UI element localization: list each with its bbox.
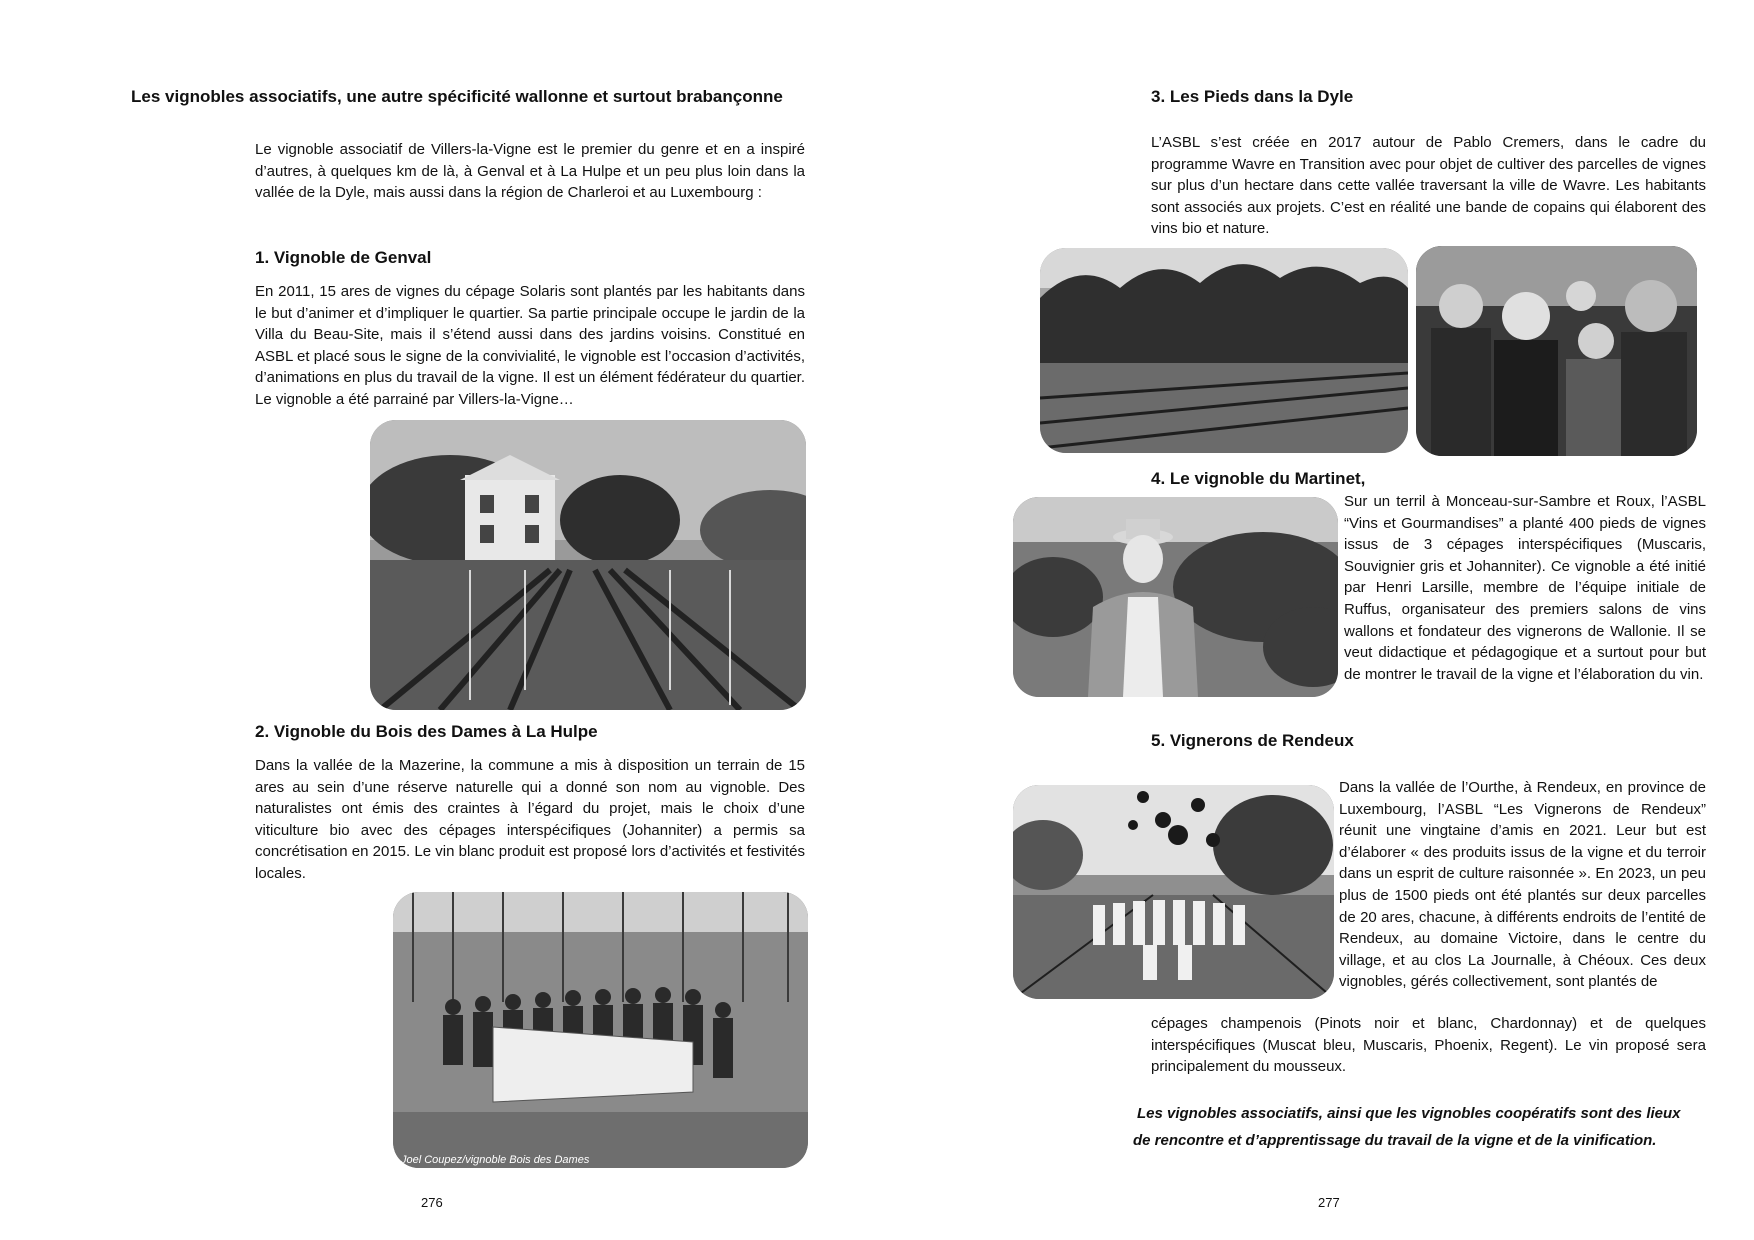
photo-vignerons-rendeux [1013, 785, 1334, 999]
section-heading-rendeux: 5. Vignerons de Rendeux [1151, 731, 1354, 750]
photo-credit: Joel Coupez/vignoble Bois des Dames [401, 1154, 590, 1166]
photo-henri-larsille [1013, 497, 1338, 697]
photo-bois-des-dames-group [393, 892, 808, 1168]
intro-paragraph: Le vignoble associatif de Villers-la-Vigne est le premier du genre et en a inspiré d’autres, à quelques km de là, à Genval et à La Hulpe et un peu plus loin dans la vallée de la Dyle, mais aussi dans la région de Charleroi et au Luxembourg : [255, 141, 805, 202]
section-heading-bois-des-dames: 2. Vignoble du Bois des Dames à La Hulpe [255, 722, 598, 741]
section-heading-martinet: 4. Le vignoble du Martinet, [1151, 469, 1366, 488]
conclusion-line-2: de rencontre et d’apprentissage du travail de la vigne et de la vinification. [1133, 1132, 1657, 1149]
section-heading-pieds-dans-la-dyle: 3. Les Pieds dans la Dyle [1151, 87, 1354, 106]
section-body-bois-des-dames: Dans la vallée de la Mazerine, la commune a mis à disposition un terrain de 15 ares au sein d’une réserve naturelle qui a donné son nom au vignoble. Des naturalistes ont émis des craintes à l’égard du projet, mais le choix d’une viticulture bio avec des cépages interspécifiques (Johanniter) a permis sa concrétisation en 2015. Le vin blanc produit est proposé lors d’activités et festivités locales. [255, 757, 805, 882]
section-body-genval: En 2011, 15 ares de vignes du cépage Solaris sont plantés par les habitants dans le but d’animer et d’impliquer le quartier. Sa partie principale occupe le jardin de la Villa du Beau-Site, mais il s’étend aussi dans des jardins voisins. Constitué en ASBL et placé sous le signe de la convivialité, le vignoble est l’occasion d’activités, d’animations en plus du travail de la vigne. Il est un élément fédérateur du quartier. Le vignoble a été parrainé par Villers-la-Vigne… [255, 283, 805, 408]
photo-dyle-vineyard [1040, 248, 1408, 453]
section-body-rendeux-continued: cépages champenois (Pinots noir et blanc, Chardonnay) et de quelques interspécifiques (Muscat bleu, Muscaris, Phoenix, Regent). Le vin proposé sera principalement du mousseux. [1151, 1015, 1706, 1076]
section-heading-genval: 1. Vignoble de Genval [255, 248, 432, 267]
section-body-martinet: Sur un terril à Monceau-sur-Sambre et Roux, l’ASBL “Vins et Gourmandises” a planté 400 pieds de vignes issus de 3 cépages interspécifiques (Muscaris, Souvignier gris et Johanniter). Ce vignoble a été initié par Henri Larsille, membre de l’équipe initiale de Ruffus, organisateur des premiers salons de vins wallons et fondateur des vignerons de Wallonie. Il se veut didactique et pédagogique et a surtout pour but de montrer le travail de la vigne et l’élaboration du vin. [1344, 493, 1706, 683]
page-title: Les vignobles associatifs, une autre spécificité wallonne et surtout brabançonne [131, 87, 783, 106]
section-body-pieds-dans-la-dyle: L’ASBL s’est créée en 2017 autour de Pablo Cremers, dans le cadre du programme Wavre en Transition avec pour objet de cultiver des parcelles de vignes sur plus d’un hectare dans cette vallée traversant la ville de Wavre. Les habitants sont associés aux projets. C’est en réalité une bande de copains qui élaborent des vins bio et nature. [1151, 134, 1706, 238]
photo-villa-beau-site [370, 420, 806, 710]
page-number-right: 277 [1318, 1195, 1340, 1210]
section-body-rendeux: Dans la vallée de l’Ourthe, à Rendeux, en province de Luxembourg, l’ASBL “Les Vignerons de Rendeux” réunit une vingtaine d’amis en 2021. Leur but est d’élaborer « des produits issus de la vigne et du terroir dans un esprit de culture raisonnée ». En 2023, un peu plus de 1500 pieds ont été plantés sur deux parcelles de 20 ares, chacune, à différents endroits de l’entité de Rendeux, au domaine Victoire, dans le centre du village, et au clos La Journalle, à Chéoux. Ces deux vignobles, gérés collectivement, sont plantés de [1339, 779, 1706, 991]
photo-dyle-friends [1416, 246, 1697, 456]
page-number-left: 276 [421, 1195, 443, 1210]
conclusion-line-1: Les vignobles associatifs, ainsi que les vignobles coopératifs sont des lieux [1137, 1105, 1681, 1122]
